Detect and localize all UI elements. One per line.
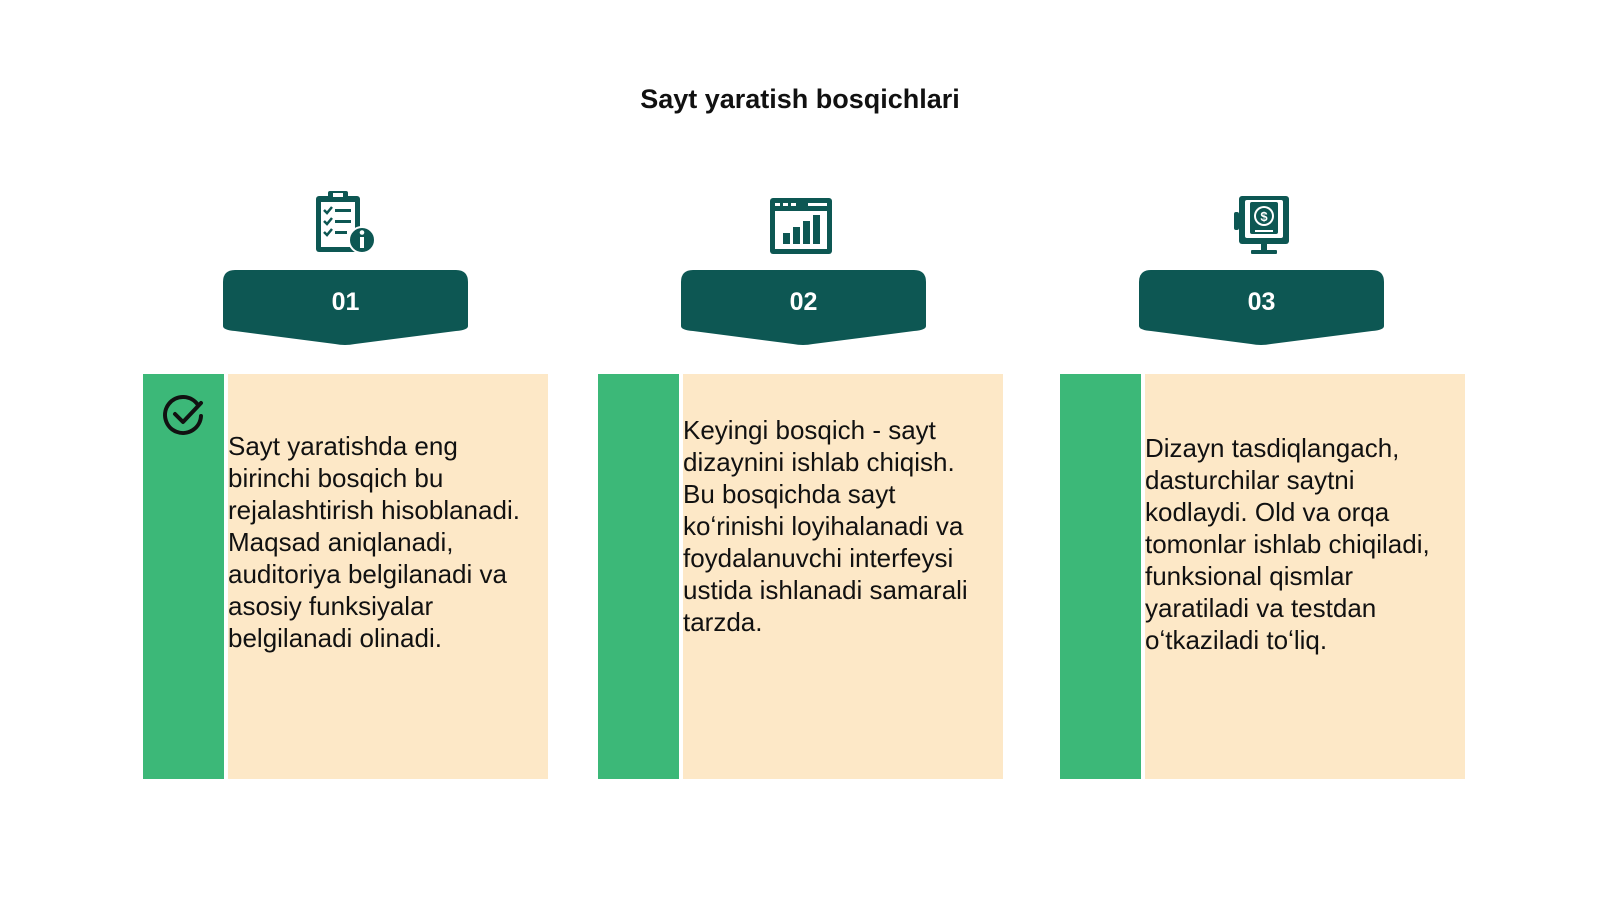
step-card bbox=[143, 374, 548, 779]
step-number: 03 bbox=[1247, 288, 1276, 316]
card-body bbox=[683, 374, 1003, 779]
page-title: Sayt yaratish bosqichlari bbox=[640, 84, 960, 114]
card-accent-bar bbox=[143, 374, 224, 779]
card-accent-bar bbox=[1060, 374, 1141, 779]
step-description: Sayt yaratishda eng birinchi bosqich bu rejalashtirish hisoblanadi. Maqsad aniqlanadi, auditoriya belgilanadi va asosiy funksiyalar belgilanadi olinadi. bbox=[228, 431, 520, 653]
check-circle-icon bbox=[161, 392, 207, 438]
card-body bbox=[228, 374, 548, 779]
step-badge bbox=[223, 270, 468, 346]
step-card bbox=[598, 374, 1003, 779]
browser-bar-chart-icon bbox=[766, 190, 836, 260]
card-body bbox=[1145, 374, 1465, 779]
step-badge bbox=[681, 270, 926, 346]
step-description: Keyingi bosqich - sayt dizaynini ishlab chiqish. Bu bosqichda sayt koʻrinishi loyihalanadi va foydalanuvchi interfeysi ustida ishlanadi samarali tarzda. bbox=[683, 415, 968, 637]
step-card bbox=[1060, 374, 1465, 779]
card-accent-bar bbox=[598, 374, 679, 779]
step-number: 01 bbox=[331, 288, 360, 316]
svg-text:$: $ bbox=[1260, 209, 1268, 224]
monitor-dollar-icon bbox=[1228, 190, 1298, 260]
clipboard-checklist-info-icon bbox=[310, 188, 380, 258]
step-description: Dizayn tasdiqlangach, dasturchilar saytni kodlaydi. Old va orqa tomonlar ishlab chiqiladi, funksional qismlar yaratiladi va testdan oʻtkaziladi toʻliq. bbox=[1145, 433, 1430, 655]
step-badge bbox=[1139, 270, 1384, 346]
step-number: 02 bbox=[789, 288, 818, 316]
